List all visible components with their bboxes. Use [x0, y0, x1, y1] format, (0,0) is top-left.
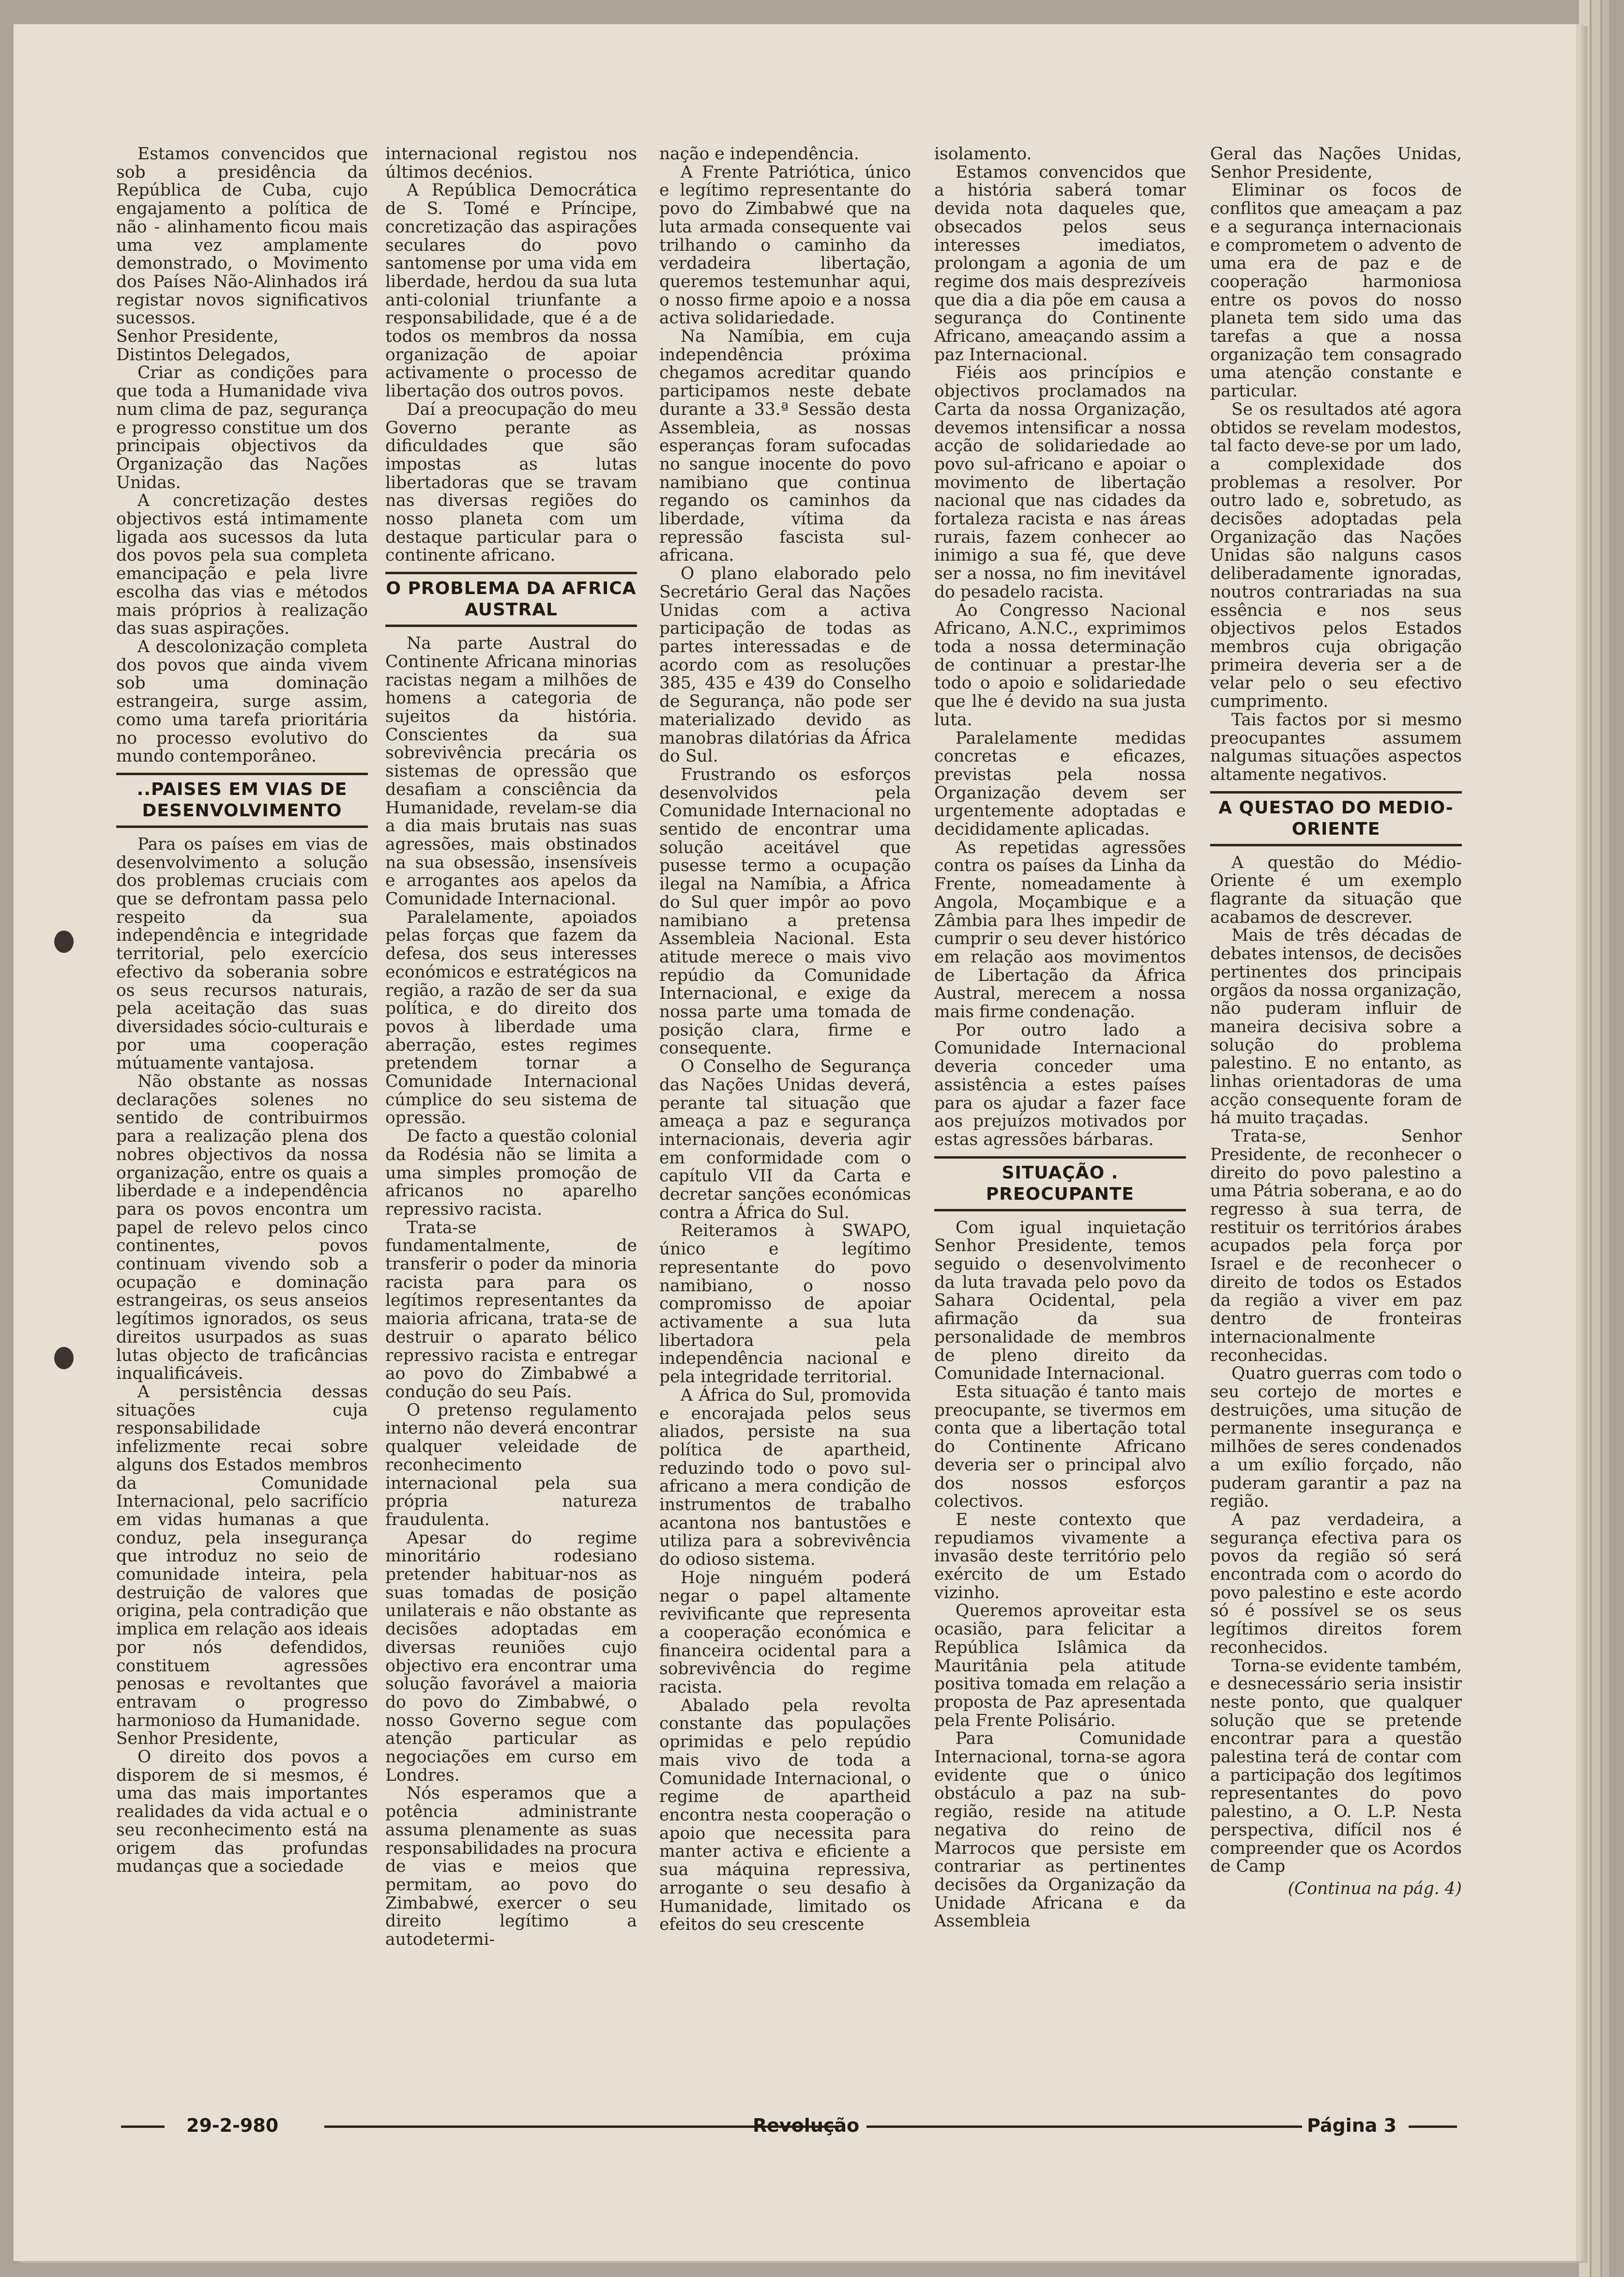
paragraph: Ao Congresso Nacional Africano, A.N.C., exprimimos toda a nossa determinação de continuar a prestar-lhe todo o apoio e solidariedade que lhe é devido na sua justa luta. — [934, 600, 1186, 730]
paragraph: Distintos Delegados, — [116, 345, 291, 365]
paragraph: Senhor Presidente, — [116, 1729, 279, 1749]
col2-paragraphs-2 — [385, 635, 637, 1949]
paragraph: As repetidas agressões contra os países da Linha da Frente, nomeadamente à Angola, Moçambique e a Zâmbia para lhes impedir de cumprir o seu dever histórico em relação aos movimentos de Libertação da África Austral, merecem a nossa mais firme condenação. — [934, 838, 1186, 1022]
footer-rule — [121, 2125, 165, 2128]
continued-note: (Continua na pág. 4) — [1288, 1879, 1462, 1898]
paragraph: A questão do Médio-Oriente é um exemplo flagrante da situação que acabamos de descrever. — [1210, 853, 1462, 927]
paragraph: Paralelamente, apoiados pelas forças que fazem da defesa, dos seus interesses económicos e estratégicos na região, a razão de ser da sua política, e do direito dos povos à liberdade uma aberração, estes regimes pretendem tornar a Comunidade Internacional cúmplice do seu sistema de opressão. — [385, 907, 637, 1128]
paragraph: Trata-se fundamentalmente, de transferir o poder da minoria racista para para os legítimos representantes da maioria africana, trata-se de destruir o aparato bélico repressivo racista e entregar ao povo do Zimbabwé a condução do seu País. — [385, 1218, 637, 1402]
section-heading-situacao-preocupante: SITUAÇÃO . PREOCUPANTE — [934, 1156, 1186, 1211]
col5-paragraphs — [1210, 145, 1462, 784]
paragraph: A República Democrática de S. Tomé e Príncipe, concretização das aspirações seculares do povo santomense por uma vida em liberdade, herdou da sua luta anti-colonial triunfante a responsabilidade, que é a de todos os membros da nossa organização de apoiar activamente o processo de libertação dos outros povos. — [385, 181, 637, 401]
col4-paragraphs — [934, 145, 1186, 1149]
paragraph: Frustrando os esforços desenvolvidos pela Comunidade Internacional no sentido de encontrar uma solução aceitável que pusesse termo a ocupação ilegal na Namíbia, a África do Sul quer impôr ao povo namibiano a pretensa Assembleia Nacional. Esta atitude merece o mais vivo repúdio da Comunidade Internacional, e exige da nossa parte uma tomada de posição clara, firme e consequente. — [659, 764, 911, 1058]
paragraph: Fiéis aos princípios e objectivos proclamados na Carta da nossa Organização, devemos intensificar a nossa acção de solidariedade ao povo sul-africano e apoiar o movimento de libertação nacional que nas cidades da fortaleza racista e nas áreas rurais, fazem conhecer ao inimigo a sua fé, que deve ser a nossa, no fim inevitável do pesadelo racista. — [934, 363, 1186, 602]
paragraph: isolamento. — [934, 144, 1032, 164]
article-column-5 — [1210, 145, 1462, 1898]
paragraph: A paz verdadeira, a segurança efectiva para os povos da região só será encontrada com o acordo do povo palestino e este acordo só é possível se os seus legítimos direitos forem reconhecidos. — [1210, 1510, 1462, 1657]
col4-paragraphs-2 — [934, 1219, 1186, 1931]
paragraph: Senhor Presidente, — [116, 327, 279, 347]
paragraph: Com igual inquietação Senhor Presidente, temos seguido o desenvolvimento da luta travada pelo povo da Sahara Ocidental, pela afirmação da sua personalidade de membros de pleno direito da Comunidade Internacional. — [934, 1218, 1186, 1384]
paragraph: nação e independência. — [659, 144, 859, 164]
paragraph: O Conselho de Segurança das Nações Unidas deverá, perante tal situação que ameaça a paz e segurança internacionais, deveria agir em conformidade com o capítulo VII da Carta e decretar sanções económicas contra a África do Sul. — [659, 1057, 911, 1223]
paragraph: Torna-se evidente também, e desnecessário seria insistir neste ponto, que qualquer solução que se pretende encontrar para a questão palestina terá de contar com a participação dos legítimos representantes do povo palestino, a O. L.P. Nesta perspectiva, difícil nos é compreender que os Acordos de Camp — [1210, 1656, 1462, 1877]
page-number: Página 3 — [1307, 2115, 1397, 2136]
col3-paragraphs — [659, 145, 911, 1934]
paragraph: Queremos aproveitar esta ocasião, para felicitar a República Islâmica da Mauritânia pela atitude positiva tomada em relação a proposta de Paz apresentada pela Frente Polisário. — [934, 1601, 1186, 1730]
col1-paragraphs-2 — [116, 836, 368, 1876]
paragraph: Se os resultados até agora obtidos se revelam modestos, tal facto deve-se por um lado, a complexidade dos problemas a resolver. Por outro lado e, sobretudo, as decisões adoptadas pela Organização das Nações Unidas são nalguns casos deliberadamente ignoradas, noutros contrariadas na sua essência e nos seus objectivos pelos Estados membros cuja obrigação primeira deveria ser a de velar pelo o seu efectivo cumprimento. — [1210, 399, 1462, 712]
paragraph: Para Comunidade Internacional, torna-se agora evidente que o único obstáculo a paz na sub-região, reside na atitude negativa do reino de Marrocos que persiste em contrariar as pertinentes decisões da Organização da Unidade Africana e da Assembleia — [934, 1729, 1186, 1931]
paragraph: Geral das Nações Unidas, Senhor Presidente, — [1210, 144, 1462, 182]
article-column-1 — [116, 145, 368, 1876]
section-heading-africa-austral: O PROBLEMA DA AFRICA AUSTRAL — [385, 572, 637, 627]
paragraph: Esta situação é tanto mais preocupante, se tivermos em conta que a libertação total do Continente Africano deveria ser o principal alvo dos nossos esforços colectivos. — [934, 1382, 1186, 1512]
punch-hole — [54, 1347, 74, 1369]
paragraph: Estamos convencidos que a história saberá tomar devida nota daqueles que, obsecados pelos seus interesses imediatos, prolongam a agonia de um regime dos mais desprezíveis que dia a dia põe em causa a segurança do Continente Africano, ameaçando assim a paz Internacional. — [934, 162, 1186, 365]
paragraph: Paralelamente medidas concretas e eficazes, previstas pela nossa Organização devem ser urgentemente adoptadas e decididamente aplicadas. — [934, 728, 1186, 840]
paragraph: Estamos convencidos que sob a presidência da República de Cuba, cujo engajamento a política de não - alinhamento ficou mais uma vez amplamente demonstrado, o Movimento dos Países Não-Alinhados irá registar novos significativos sucessos. — [116, 144, 368, 328]
issue-date: 29-2-980 — [186, 2115, 279, 2136]
paragraph: internacional registou nos últimos decénios. — [385, 144, 637, 182]
col1-paragraphs — [116, 145, 368, 766]
section-heading-medio-oriente: A QUESTAO DO MEDIO-ORIENTE — [1210, 791, 1462, 846]
paragraph: A Frente Patriótica, único e legítimo representante do povo do Zimbabwé que na luta armada consequente vai trilhando o caminho da verdadeira libertação, queremos testemunhar aqui, o nosso firme apoio e a nossa activa solidariedade. — [659, 162, 911, 328]
paragraph: Trata-se, Senhor Presidente, de reconhecer o direito do povo palestino a uma Pátria soberana, e ao do regresso à sua terra, de restituir os territórios árabes acupados pela força por Israel e de reconhecer o direito de todos os Estados da região a viver em paz dentro de fronteiras internacionalmente reconhecidas. — [1210, 1127, 1462, 1365]
paragraph: A persistência dessas situações cuja responsabilidade infelizmente recai sobre alguns dos Estados membros da Comunidade Internacional, pelo sacrifício em vidas humanas a que conduz, pela insegurança que introduz no seio de comunidade inteira, pela destruição de valores que origina, pela contradição que implica em relação aos ideais por nós defendidos, constituem agressões penosas e revoltantes que entravam o progresso harmonioso da Humanidade. — [116, 1382, 368, 1730]
paragraph: Para os países em vias de desenvolvimento a solução dos problemas cruciais com que se defrontam passa pelo respeito da sua independência e integridade territorial, pelo exercício efectivo da soberania sobre os seus recursos naturais, pela aceitação das suas diversidades sócio-culturais e por uma cooperação mútuamente vantajosa. — [116, 834, 368, 1073]
article-column-2 — [385, 145, 637, 1949]
paragraph: A concretização destes objectivos está intimamente ligada aos sucessos da luta dos povos pela sua completa emancipação e pela livre escolha das vias e métodos mais próprios à realização das suas aspirações. — [116, 491, 368, 639]
newspaper-name: Revolução — [753, 2115, 860, 2136]
paragraph: Quatro guerras com todo o seu cortejo de mortes e destruições, uma situção de permanente insegurança e milhões de seres condenados a um exílio forçado, não puderam garantir a paz na região. — [1210, 1364, 1462, 1512]
article-column-4 — [934, 145, 1186, 1931]
paragraph: O plano elaborado pelo Secretário Geral das Nações Unidas com a activa participação de todas as partes interessadas e de acordo com as resoluções 385, 435 e 439 do Conselho de Segurança, não pode ser materializado devido as manobras dilatórias da África do Sul. — [659, 564, 911, 766]
paragraph: Reiteramos à SWAPO, único e legítimo representante do povo namibiano, o nosso compromisso de apoiar activamente a sua luta libertadora pela independência nacional e pela integridade territorial. — [659, 1221, 911, 1387]
footer-rule — [1409, 2125, 1457, 2128]
section-heading-paises-em-vias: ..PAISES EM VIAS DE DESENVOLVIMENTO — [116, 773, 368, 828]
paragraph: O direito dos povos a disporem de si mesmos, é uma das mais importantes realidades da vida actual e o seu reconhecimento está na origem das profundas mudanças que a sociedade — [116, 1747, 368, 1877]
paragraph: Por outro lado a Comunidade Internacional deveria conceder uma assistência a estes países para os ajudar a fazer face aos prejuízos motivados por estas agressões bárbaras. — [934, 1020, 1186, 1149]
paragraph: Não obstante as nossas declarações solenes no sentido de contribuirmos para a realização plena dos nobres objectivos da nossa organização, entre os quais a liberdade e a independência para os povos encontra um papel de relevo pelos cinco continentes, povos continuam vivendo sob a ocupação e dominação estrangeiras, os seus anseios legítimos ignorados, os seus direitos usurpados as suas lutas objecto de traficâncias inqualificáveis. — [116, 1072, 368, 1384]
paragraph: Hoje ninguém poderá negar o papel altamente revivificante que representa a cooperação económica e financeira ocidental para a sobrevivência do regime racista. — [659, 1568, 911, 1697]
paragraph: Eliminar os focos de conflitos que ameaçam a paz e a segurança internacionais e comprometem o advento de uma era de paz e de cooperação harmoniosa entre os povos do nosso planeta tem sido uma das tarefas a que a nossa organização tem consagrado uma atenção constante e particular. — [1210, 181, 1462, 401]
footer-rule — [866, 2125, 1302, 2128]
paragraph: A descolonização completa dos povos que ainda vivem sob uma dominação estrangeira, surge assim, como uma tarefa prioritária no processo evolutivo do mundo contemporâneo. — [116, 637, 368, 766]
paragraph: Abalado pela revolta constante das populações oprimidas e pelo repúdio mais vivo de toda a Comunidade Internacional, o regime de apartheid encontra nesta cooperação o apoio que necessita para manter activa e eficiente a sua máquina repressiva, arrogante o seu desafio à Humanidade, limitado os efeitos do seu crescente — [659, 1696, 911, 1935]
paragraph: De facto a questão colonial da Rodésia não se limita a uma simples promoção de africanos no aparelho repressivo racista. — [385, 1127, 637, 1219]
paragraph: Nós esperamos que a potência administrante assuma plenamente as suas responsabilidades na procura de vias e meios que permitam, ao povo do Zimbabwé, exercer o seu direito legítimo a autodetermi- — [385, 1784, 637, 1950]
paragraph: Daí a preocupação do meu Governo perante as dificuldades que são impostas as lutas libertadoras que se travam nas diversas regiões do nosso planeta com um destaque particular para o continente africano. — [385, 399, 637, 565]
paragraph: Na Namíbia, em cuja independência próxima chegamos acreditar quando participamos neste debate durante a 33.ª Sessão desta Assembleia, as nossas esperanças foram sufocadas no sangue inocente do povo namibiano que continua regando os caminhos da liberdade, vítima da repressão fascista sul-africana. — [659, 327, 911, 565]
paragraph: Na parte Austral do Continente Africana minorias racistas negam a milhões de homens a categoria de sujeitos da história. Conscientes da sua sobrevivência precária os sistemas de opressão que desafiam a consciência da Humanidade, revelam-se dia a dia mais brutais nas suas agressões, mais obstinados na sua obsessão, insensíveis e arrogantes aos apelos da Comunidade Internacional. — [385, 634, 637, 909]
page-footer — [121, 2112, 1457, 2141]
article-column-3 — [659, 145, 911, 1934]
paragraph: A África do Sul, promovida e encorajada pelos seus aliados, persiste na sua política de apartheid, reduzindo todo o povo sul-africano a mera condição de instrumentos de trabalho acantona nos bantustões e utiliza para a sobrevivência do odioso sistema. — [659, 1385, 911, 1570]
punch-hole — [54, 931, 74, 953]
paragraph: Criar as condições para que toda a Humanidade viva num clima de paz, segurança e progresso constitue um dos principais objectivos da Organização das Nações Unidas. — [116, 363, 368, 492]
paragraph: Apesar do regime minoritário rodesiano pretender habituar-nos as suas tomadas de posição unilaterais e não obstante as decisões adoptadas em diversas reuniões cujo objectivo era encontrar uma solução favorável a maioria do povo do Zimbabwé, o nosso Governo segue com atenção particular as negociações em curso em Londres. — [385, 1528, 637, 1785]
paragraph: Mais de três décadas de debates intensos, de decisões pertinentes dos principais orgãos da nossa organização, não puderam influir de maneira decisiva sobre a solução do problema palestino. E no entanto, as linhas orientadoras de uma acção consequente foram de há muito traçadas. — [1210, 926, 1462, 1128]
paragraph: Tais factos por si mesmo preocupantes assumem nalgumas situações aspectos altamente negativos. — [1210, 710, 1462, 784]
col5-paragraphs-2 — [1210, 854, 1462, 1876]
paragraph: O pretenso regulamento interno não deverá encontrar qualquer veleidade de reconhecimento internacional pela sua própria natureza fraudulenta. — [385, 1400, 637, 1529]
paragraph: E neste contexto que repudiamos vivamente a invasão deste território pelo exército de um Estado vizinho. — [934, 1510, 1186, 1603]
col2-paragraphs — [385, 145, 637, 565]
